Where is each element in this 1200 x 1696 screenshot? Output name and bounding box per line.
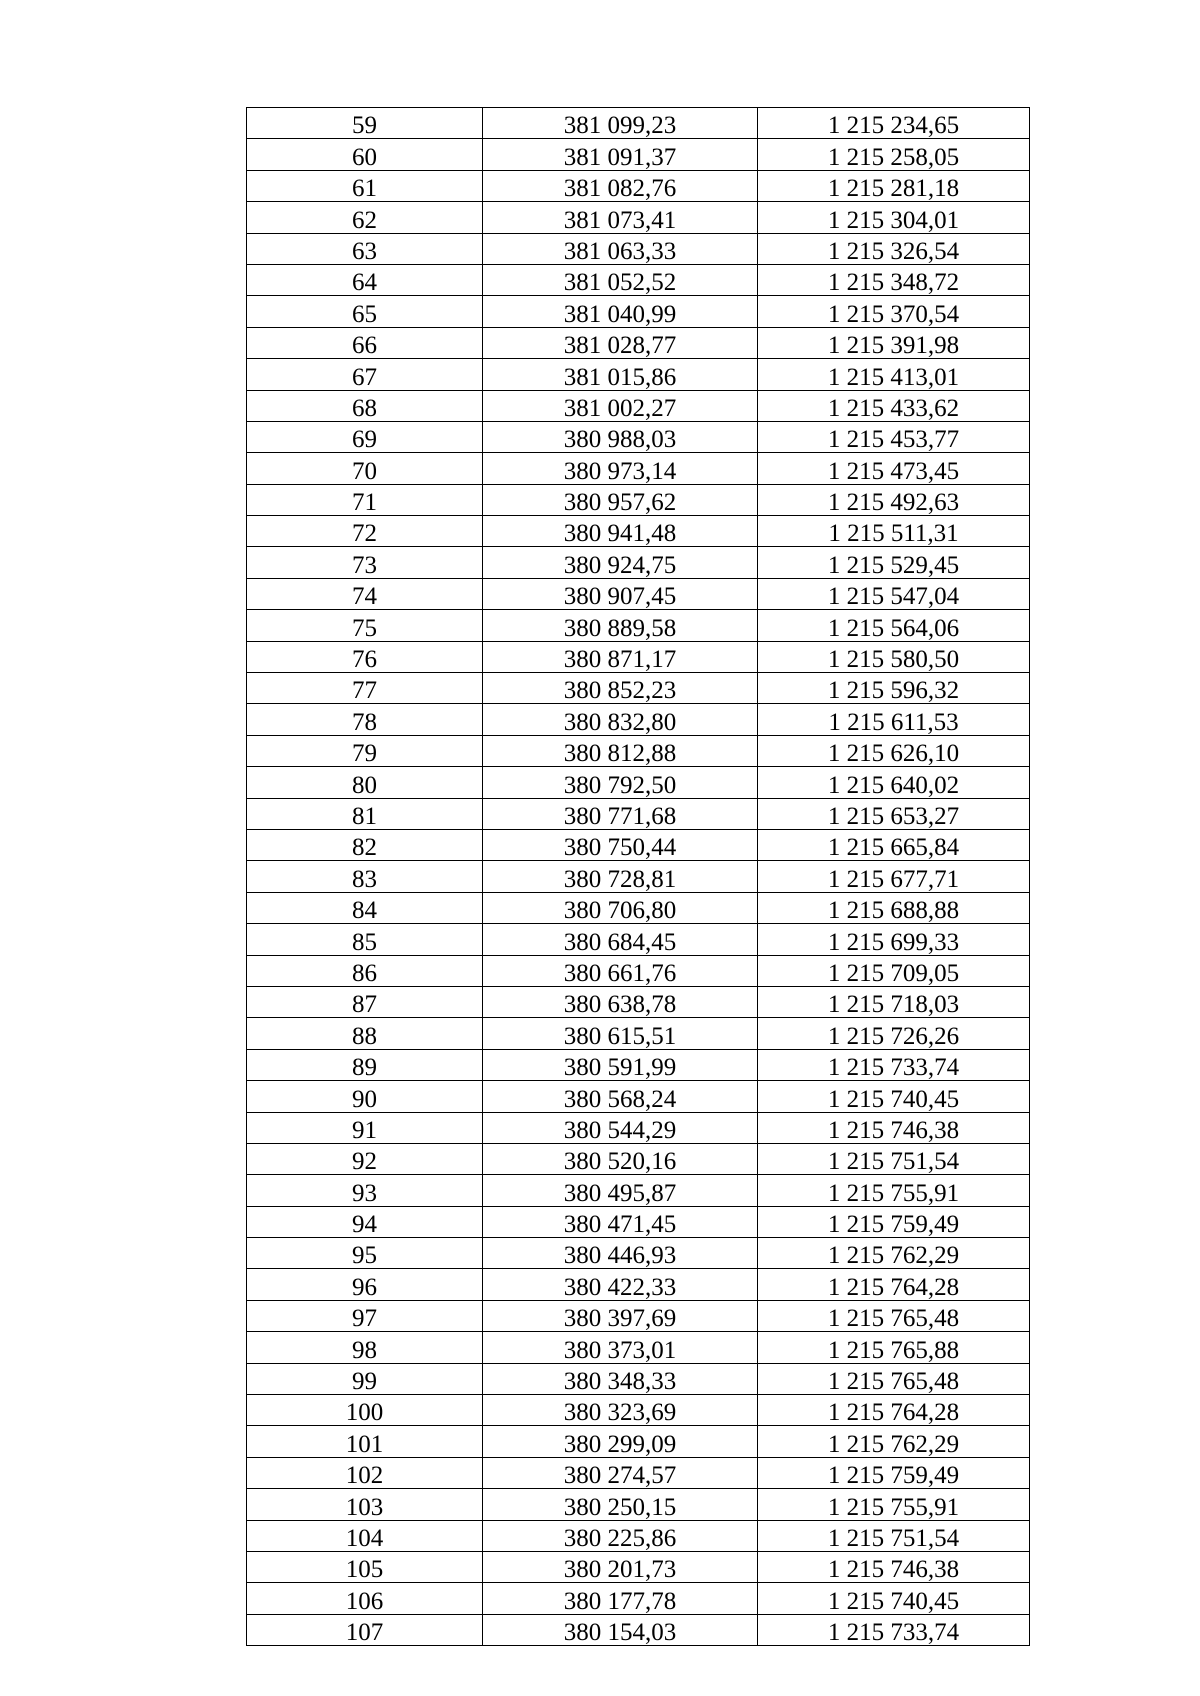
- x-coordinate-cell: 381 040,99: [483, 296, 758, 327]
- table-row: [247, 1049, 1030, 1080]
- point-number-cell: 87: [247, 986, 483, 1017]
- y-coordinate-cell: 1 215 653,27: [758, 798, 1030, 829]
- x-coordinate-cell: 381 052,52: [483, 264, 758, 295]
- x-coordinate-cell: 381 073,41: [483, 202, 758, 233]
- point-number-cell: 90: [247, 1081, 483, 1112]
- point-number-cell: 77: [247, 673, 483, 704]
- table-row: [247, 1332, 1030, 1363]
- y-coordinate-cell: 1 215 580,50: [758, 641, 1030, 672]
- table-row: [247, 390, 1030, 421]
- x-coordinate-cell: 380 201,73: [483, 1551, 758, 1582]
- x-coordinate-cell: 381 063,33: [483, 233, 758, 264]
- point-number-cell: 66: [247, 327, 483, 358]
- x-coordinate-cell: 380 348,33: [483, 1363, 758, 1394]
- table-row: [247, 1175, 1030, 1206]
- y-coordinate-cell: 1 215 433,62: [758, 390, 1030, 421]
- table-row: [247, 767, 1030, 798]
- x-coordinate-cell: 380 250,15: [483, 1489, 758, 1520]
- x-coordinate-cell: 381 002,27: [483, 390, 758, 421]
- table-row: [247, 955, 1030, 986]
- table-row: [247, 798, 1030, 829]
- x-coordinate-cell: 380 684,45: [483, 924, 758, 955]
- point-number-cell: 68: [247, 390, 483, 421]
- y-coordinate-cell: 1 215 611,53: [758, 704, 1030, 735]
- y-coordinate-cell: 1 215 348,72: [758, 264, 1030, 295]
- y-coordinate-cell: 1 215 547,04: [758, 578, 1030, 609]
- point-number-cell: 59: [247, 108, 483, 139]
- table-row: [247, 1018, 1030, 1049]
- x-coordinate-cell: 380 299,09: [483, 1426, 758, 1457]
- x-coordinate-cell: 380 728,81: [483, 861, 758, 892]
- point-number-cell: 73: [247, 547, 483, 578]
- x-coordinate-cell: 380 591,99: [483, 1049, 758, 1080]
- y-coordinate-cell: 1 215 759,49: [758, 1457, 1030, 1488]
- x-coordinate-cell: 380 941,48: [483, 516, 758, 547]
- y-coordinate-cell: 1 215 765,48: [758, 1300, 1030, 1331]
- x-coordinate-cell: 380 568,24: [483, 1081, 758, 1112]
- point-number-cell: 69: [247, 421, 483, 452]
- y-coordinate-cell: 1 215 726,26: [758, 1018, 1030, 1049]
- x-coordinate-cell: 380 889,58: [483, 610, 758, 641]
- x-coordinate-cell: 380 422,33: [483, 1269, 758, 1300]
- y-coordinate-cell: 1 215 746,38: [758, 1112, 1030, 1143]
- x-coordinate-cell: 380 638,78: [483, 986, 758, 1017]
- y-coordinate-cell: 1 215 751,54: [758, 1143, 1030, 1174]
- y-coordinate-cell: 1 215 740,45: [758, 1583, 1030, 1614]
- x-coordinate-cell: 381 091,37: [483, 139, 758, 170]
- table-row: [247, 453, 1030, 484]
- table-row: [247, 170, 1030, 201]
- table-row: [247, 610, 1030, 641]
- y-coordinate-cell: 1 215 755,91: [758, 1175, 1030, 1206]
- x-coordinate-cell: 380 225,86: [483, 1520, 758, 1551]
- x-coordinate-cell: 380 323,69: [483, 1395, 758, 1426]
- x-coordinate-cell: 380 957,62: [483, 484, 758, 515]
- y-coordinate-cell: 1 215 699,33: [758, 924, 1030, 955]
- point-number-cell: 80: [247, 767, 483, 798]
- y-coordinate-cell: 1 215 688,88: [758, 892, 1030, 923]
- y-coordinate-cell: 1 215 759,49: [758, 1206, 1030, 1237]
- x-coordinate-cell: 380 471,45: [483, 1206, 758, 1237]
- point-number-cell: 72: [247, 516, 483, 547]
- table-row: [247, 516, 1030, 547]
- table-row: [247, 673, 1030, 704]
- table-row: [247, 1269, 1030, 1300]
- x-coordinate-cell: 380 544,29: [483, 1112, 758, 1143]
- y-coordinate-cell: 1 215 492,63: [758, 484, 1030, 515]
- table-row: [247, 1112, 1030, 1143]
- table-row: [247, 296, 1030, 327]
- table-row: [247, 704, 1030, 735]
- point-number-cell: 96: [247, 1269, 483, 1300]
- point-number-cell: 64: [247, 264, 483, 295]
- x-coordinate-cell: 380 973,14: [483, 453, 758, 484]
- point-number-cell: 105: [247, 1551, 483, 1582]
- table-row: [247, 139, 1030, 170]
- table-row: [247, 421, 1030, 452]
- table-row: [247, 233, 1030, 264]
- y-coordinate-cell: 1 215 413,01: [758, 359, 1030, 390]
- coordinates-table: [246, 107, 1030, 1646]
- x-coordinate-cell: 381 099,23: [483, 108, 758, 139]
- x-coordinate-cell: 380 495,87: [483, 1175, 758, 1206]
- y-coordinate-cell: 1 215 740,45: [758, 1081, 1030, 1112]
- point-number-cell: 71: [247, 484, 483, 515]
- coordinates-table-body: [247, 108, 1030, 1646]
- point-number-cell: 91: [247, 1112, 483, 1143]
- y-coordinate-cell: 1 215 762,29: [758, 1238, 1030, 1269]
- y-coordinate-cell: 1 215 677,71: [758, 861, 1030, 892]
- point-number-cell: 97: [247, 1300, 483, 1331]
- table-row: [247, 202, 1030, 233]
- y-coordinate-cell: 1 215 746,38: [758, 1551, 1030, 1582]
- point-number-cell: 75: [247, 610, 483, 641]
- point-number-cell: 65: [247, 296, 483, 327]
- table-row: [247, 1363, 1030, 1394]
- y-coordinate-cell: 1 215 755,91: [758, 1489, 1030, 1520]
- x-coordinate-cell: 380 852,23: [483, 673, 758, 704]
- point-number-cell: 89: [247, 1049, 483, 1080]
- table-row: [247, 1583, 1030, 1614]
- x-coordinate-cell: 380 988,03: [483, 421, 758, 452]
- table-row: [247, 1520, 1030, 1551]
- y-coordinate-cell: 1 215 640,02: [758, 767, 1030, 798]
- x-coordinate-cell: 380 812,88: [483, 735, 758, 766]
- point-number-cell: 88: [247, 1018, 483, 1049]
- table-row: [247, 327, 1030, 358]
- point-number-cell: 82: [247, 829, 483, 860]
- table-row: [247, 1238, 1030, 1269]
- table-row: [247, 861, 1030, 892]
- y-coordinate-cell: 1 215 718,03: [758, 986, 1030, 1017]
- y-coordinate-cell: 1 215 304,01: [758, 202, 1030, 233]
- table-row: [247, 1614, 1030, 1645]
- x-coordinate-cell: 380 446,93: [483, 1238, 758, 1269]
- point-number-cell: 86: [247, 955, 483, 986]
- x-coordinate-cell: 380 615,51: [483, 1018, 758, 1049]
- point-number-cell: 83: [247, 861, 483, 892]
- point-number-cell: 104: [247, 1520, 483, 1551]
- point-number-cell: 70: [247, 453, 483, 484]
- table-row: [247, 1206, 1030, 1237]
- table-row: [247, 264, 1030, 295]
- point-number-cell: 84: [247, 892, 483, 923]
- y-coordinate-cell: 1 215 733,74: [758, 1049, 1030, 1080]
- y-coordinate-cell: 1 215 765,48: [758, 1363, 1030, 1394]
- x-coordinate-cell: 380 373,01: [483, 1332, 758, 1363]
- point-number-cell: 95: [247, 1238, 483, 1269]
- table-row: [247, 986, 1030, 1017]
- y-coordinate-cell: 1 215 473,45: [758, 453, 1030, 484]
- y-coordinate-cell: 1 215 596,32: [758, 673, 1030, 704]
- table-row: [247, 108, 1030, 139]
- x-coordinate-cell: 380 520,16: [483, 1143, 758, 1174]
- table-row: [247, 1457, 1030, 1488]
- point-number-cell: 107: [247, 1614, 483, 1645]
- x-coordinate-cell: 380 397,69: [483, 1300, 758, 1331]
- point-number-cell: 94: [247, 1206, 483, 1237]
- y-coordinate-cell: 1 215 762,29: [758, 1426, 1030, 1457]
- table-row: [247, 829, 1030, 860]
- y-coordinate-cell: 1 215 751,54: [758, 1520, 1030, 1551]
- x-coordinate-cell: 380 750,44: [483, 829, 758, 860]
- table-row: [247, 1143, 1030, 1174]
- point-number-cell: 85: [247, 924, 483, 955]
- y-coordinate-cell: 1 215 626,10: [758, 735, 1030, 766]
- point-number-cell: 63: [247, 233, 483, 264]
- table-row: [247, 578, 1030, 609]
- table-row: [247, 1081, 1030, 1112]
- y-coordinate-cell: 1 215 765,88: [758, 1332, 1030, 1363]
- point-number-cell: 74: [247, 578, 483, 609]
- y-coordinate-cell: 1 215 665,84: [758, 829, 1030, 860]
- point-number-cell: 102: [247, 1457, 483, 1488]
- y-coordinate-cell: 1 215 709,05: [758, 955, 1030, 986]
- point-number-cell: 76: [247, 641, 483, 672]
- point-number-cell: 67: [247, 359, 483, 390]
- y-coordinate-cell: 1 215 326,54: [758, 233, 1030, 264]
- x-coordinate-cell: 380 924,75: [483, 547, 758, 578]
- point-number-cell: 99: [247, 1363, 483, 1394]
- table-row: [247, 735, 1030, 766]
- x-coordinate-cell: 380 771,68: [483, 798, 758, 829]
- point-number-cell: 79: [247, 735, 483, 766]
- y-coordinate-cell: 1 215 764,28: [758, 1269, 1030, 1300]
- y-coordinate-cell: 1 215 764,28: [758, 1395, 1030, 1426]
- table-row: [247, 924, 1030, 955]
- x-coordinate-cell: 380 871,17: [483, 641, 758, 672]
- x-coordinate-cell: 380 154,03: [483, 1614, 758, 1645]
- x-coordinate-cell: 380 792,50: [483, 767, 758, 798]
- point-number-cell: 106: [247, 1583, 483, 1614]
- x-coordinate-cell: 380 661,76: [483, 955, 758, 986]
- y-coordinate-cell: 1 215 258,05: [758, 139, 1030, 170]
- y-coordinate-cell: 1 215 733,74: [758, 1614, 1030, 1645]
- point-number-cell: 92: [247, 1143, 483, 1174]
- x-coordinate-cell: 380 706,80: [483, 892, 758, 923]
- y-coordinate-cell: 1 215 564,06: [758, 610, 1030, 641]
- table-row: [247, 1489, 1030, 1520]
- y-coordinate-cell: 1 215 529,45: [758, 547, 1030, 578]
- x-coordinate-cell: 381 082,76: [483, 170, 758, 201]
- y-coordinate-cell: 1 215 370,54: [758, 296, 1030, 327]
- table-row: [247, 1551, 1030, 1582]
- table-row: [247, 1300, 1030, 1331]
- x-coordinate-cell: 380 832,80: [483, 704, 758, 735]
- x-coordinate-cell: 380 907,45: [483, 578, 758, 609]
- table-row: [247, 641, 1030, 672]
- point-number-cell: 62: [247, 202, 483, 233]
- table-row: [247, 484, 1030, 515]
- x-coordinate-cell: 381 028,77: [483, 327, 758, 358]
- point-number-cell: 101: [247, 1426, 483, 1457]
- y-coordinate-cell: 1 215 281,18: [758, 170, 1030, 201]
- point-number-cell: 98: [247, 1332, 483, 1363]
- y-coordinate-cell: 1 215 511,31: [758, 516, 1030, 547]
- x-coordinate-cell: 380 274,57: [483, 1457, 758, 1488]
- table-row: [247, 892, 1030, 923]
- point-number-cell: 61: [247, 170, 483, 201]
- point-number-cell: 60: [247, 139, 483, 170]
- x-coordinate-cell: 380 177,78: [483, 1583, 758, 1614]
- y-coordinate-cell: 1 215 391,98: [758, 327, 1030, 358]
- point-number-cell: 100: [247, 1395, 483, 1426]
- point-number-cell: 78: [247, 704, 483, 735]
- table-row: [247, 547, 1030, 578]
- table-row: [247, 1395, 1030, 1426]
- point-number-cell: 93: [247, 1175, 483, 1206]
- point-number-cell: 81: [247, 798, 483, 829]
- x-coordinate-cell: 381 015,86: [483, 359, 758, 390]
- y-coordinate-cell: 1 215 234,65: [758, 108, 1030, 139]
- point-number-cell: 103: [247, 1489, 483, 1520]
- table-row: [247, 359, 1030, 390]
- table-row: [247, 1426, 1030, 1457]
- y-coordinate-cell: 1 215 453,77: [758, 421, 1030, 452]
